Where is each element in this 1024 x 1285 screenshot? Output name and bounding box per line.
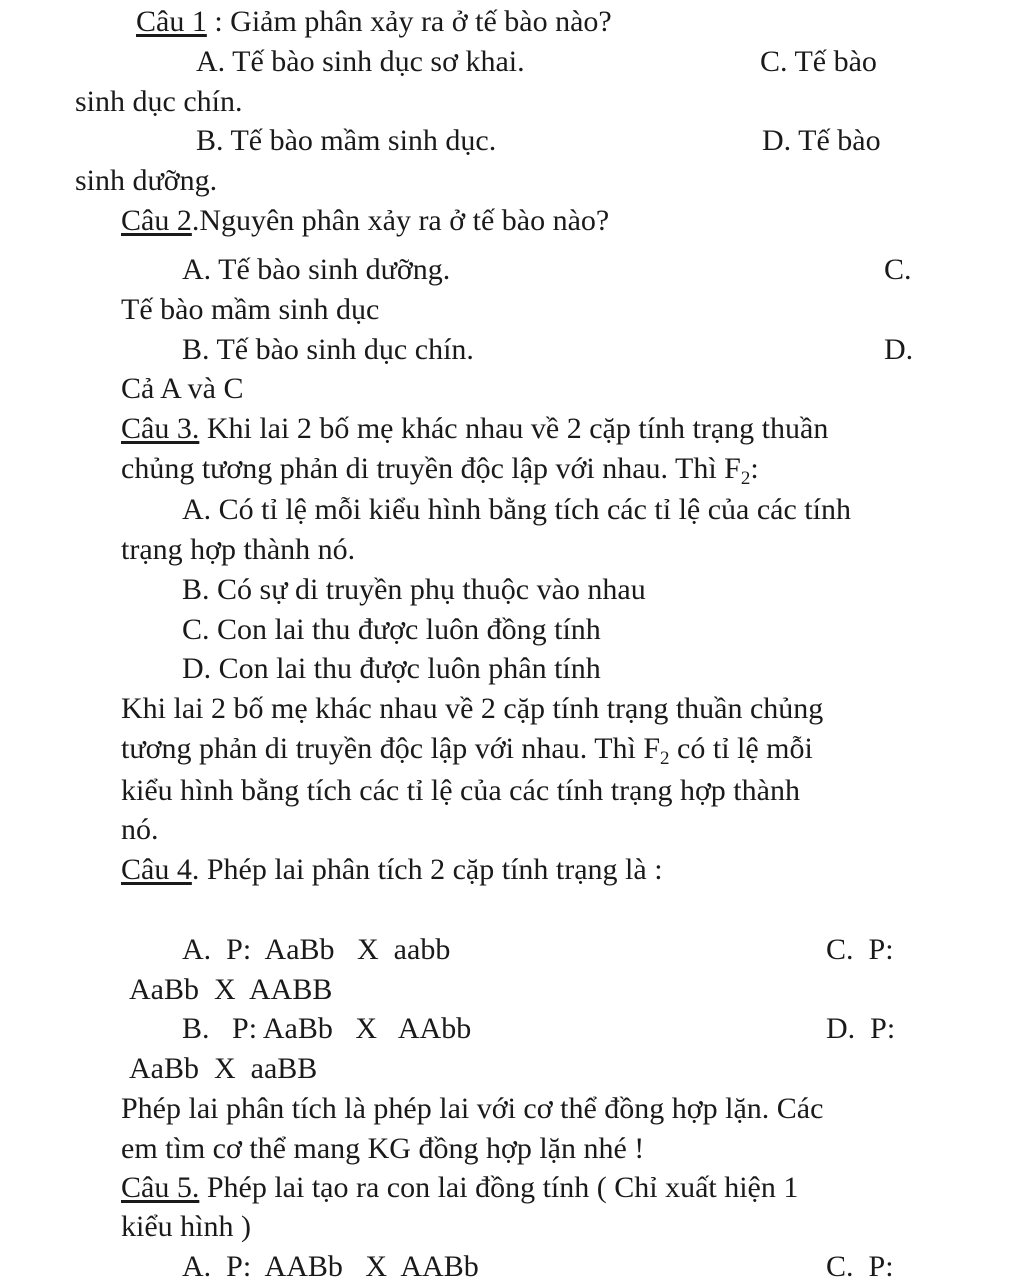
q2-option-a: A. Tế bào sinh dưỡng. (182, 253, 451, 286)
q3-question-line2-text: chủng tương phản di truyền độc lập với nhau. Thì F (121, 452, 741, 485)
q3-option-d: D. Con lai thu được luôn phân tính (182, 652, 601, 685)
q1-question: : Giảm phân xảy ra ở tế bào nào? (206, 5, 612, 38)
q3-explanation-line2 (121, 731, 813, 767)
q1-option-d-cont: sinh dưỡng. (75, 164, 218, 197)
q3-explanation-line3: kiểu hình bằng tích các tỉ lệ của các tính trạng hợp thành (121, 774, 800, 807)
q3-option-a-cont: trạng hợp thành nó. (121, 533, 356, 566)
q5-option-a: A. P: AABb X AABb (182, 1250, 479, 1283)
q2-option-d: D. (884, 333, 914, 366)
q2-option-c: C. (884, 253, 912, 286)
q1-option-b: B. Tế bào mầm sinh dục. (196, 124, 497, 157)
q3-explanation-line4: nó. (121, 813, 159, 846)
q3-option-b: B. Có sự di truyền phụ thuộc vào nhau (182, 573, 646, 606)
q1-option-d: D. Tế bào (762, 124, 881, 157)
q4-option-d-cont: AaBb X aaBB (129, 1052, 318, 1085)
q2-question: .Nguyên phân xảy ra ở tế bào nào? (191, 204, 610, 237)
q2-option-d-cont: Cả A và C (121, 372, 244, 405)
q4-option-b: B. P: AaBb X AAbb (182, 1012, 472, 1045)
q4-option-c: C. P: (826, 933, 894, 966)
q3-question-colon: : (750, 452, 759, 485)
q5-label: Câu 5. (121, 1171, 200, 1204)
q5-option-c: C. P: (826, 1250, 894, 1283)
q3-explanation-line2-tail: có tỉ lệ mỗi (669, 732, 813, 765)
q3-option-c: C. Con lai thu được luôn đồng tính (182, 613, 601, 646)
q5-question-line1: Phép lai tạo ra con lai đồng tính ( Chỉ xuất hiện 1 (199, 1171, 799, 1204)
q4-explanation-line2: em tìm cơ thể mang KG đồng hợp lặn nhé ! (121, 1132, 645, 1165)
q3-label: Câu 3. (121, 412, 200, 445)
q3-question-line1: Khi lai 2 bố mẹ khác nhau về 2 cặp tính trạng thuần (199, 412, 829, 445)
q3-heading (121, 411, 828, 447)
q4-heading (121, 852, 663, 888)
q3-question-line2 (121, 451, 759, 487)
q2-option-c-cont: Tế bào mầm sinh dục (121, 293, 380, 326)
q2-option-b: B. Tế bào sinh dục chín. (182, 333, 474, 366)
q5-question-line2: kiểu hình ) (121, 1210, 251, 1243)
q4-question: . Phép lai phân tích 2 cặp tính trạng là : (191, 853, 663, 886)
q1-option-c: C. Tế bào (760, 45, 877, 78)
q4-option-a: A. P: AaBb X aabb (182, 933, 451, 966)
q1-option-c-cont: sinh dục chín. (75, 85, 243, 118)
q5-heading (121, 1170, 798, 1206)
q3-explanation-subscript: 2 (660, 748, 670, 769)
q3-option-a: A. Có tỉ lệ mỗi kiểu hình bằng tích các tỉ lệ của các tính (182, 493, 851, 526)
q3-explanation-line2-text: tương phản di truyền độc lập với nhau. Thì F (121, 732, 661, 765)
q4-label: Câu 4 (121, 853, 192, 886)
q4-option-d: D. P: (826, 1012, 896, 1045)
q1-option-a: A. Tế bào sinh dục sơ khai. (196, 45, 525, 78)
q1-label: Câu 1 (136, 5, 207, 38)
q2-label: Câu 2 (121, 204, 192, 237)
q2-heading (121, 203, 609, 239)
q3-question-subscript: 2 (740, 468, 751, 489)
q4-explanation-line1: Phép lai phân tích là phép lai với cơ thể đồng hợp lặn. Các (121, 1092, 824, 1125)
q4-option-c-cont: AaBb X AABB (129, 973, 333, 1006)
q3-explanation-line1: Khi lai 2 bố mẹ khác nhau về 2 cặp tính trạng thuần chủng (121, 692, 824, 725)
q1-heading (136, 4, 612, 40)
